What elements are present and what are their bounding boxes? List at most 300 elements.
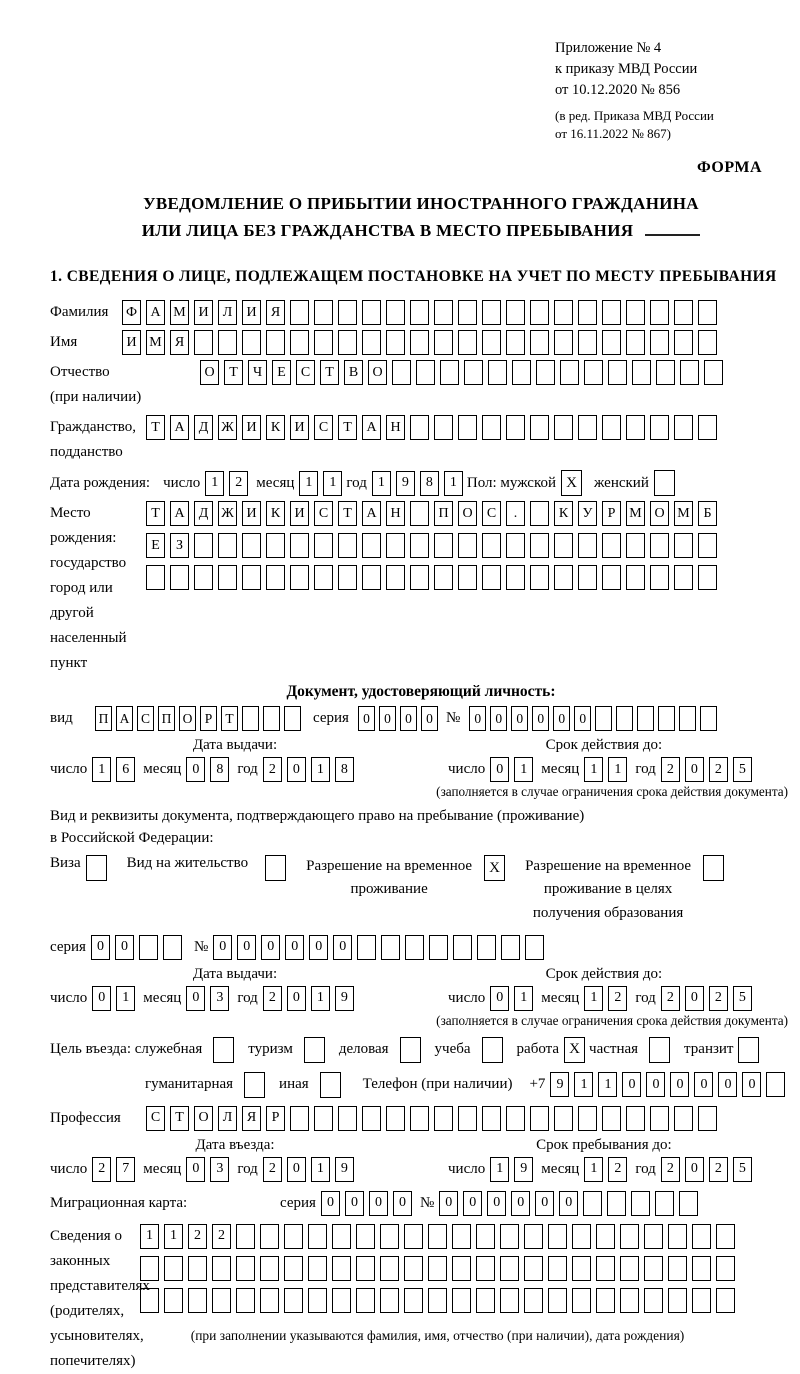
char-cell[interactable] — [583, 1191, 602, 1216]
char-cell[interactable]: К — [554, 501, 573, 526]
char-cell[interactable]: Т — [224, 360, 243, 385]
char-cell[interactable]: 1 — [140, 1224, 159, 1249]
char-cell[interactable]: 0 — [186, 757, 205, 782]
char-cell[interactable] — [674, 1106, 693, 1131]
char-cell[interactable] — [530, 300, 549, 325]
char-cell[interactable]: Д — [194, 501, 213, 526]
char-cell[interactable] — [602, 533, 621, 558]
char-cell[interactable] — [362, 1106, 381, 1131]
char-cell[interactable]: Р — [602, 501, 621, 526]
char-cell[interactable] — [338, 533, 357, 558]
char-cell[interactable] — [284, 1224, 303, 1249]
residence-permit-checkbox[interactable] — [265, 855, 286, 881]
char-cell[interactable] — [236, 1256, 255, 1281]
char-cell[interactable] — [338, 300, 357, 325]
char-cell[interactable] — [674, 533, 693, 558]
char-cell[interactable]: 1 — [323, 471, 342, 496]
visa-checkbox[interactable] — [86, 855, 107, 881]
char-cell[interactable]: Л — [218, 300, 237, 325]
char-cell[interactable] — [380, 1224, 399, 1249]
char-cell[interactable]: 2 — [263, 986, 282, 1011]
char-cell[interactable] — [554, 565, 573, 590]
char-cell[interactable] — [506, 300, 525, 325]
char-cell[interactable]: В — [344, 360, 363, 385]
char-cell[interactable] — [698, 565, 717, 590]
char-cell[interactable]: 1 — [490, 1157, 509, 1182]
char-cell[interactable] — [356, 1256, 375, 1281]
char-cell[interactable]: А — [116, 706, 133, 731]
char-cell[interactable] — [434, 415, 453, 440]
char-cell[interactable] — [554, 415, 573, 440]
char-cell[interactable] — [595, 706, 612, 731]
char-cell[interactable] — [626, 1106, 645, 1131]
char-cell[interactable]: 0 — [490, 706, 507, 731]
char-cell[interactable] — [766, 1072, 785, 1097]
char-cell[interactable]: 0 — [287, 757, 306, 782]
char-cell[interactable]: 0 — [400, 706, 417, 731]
char-cell[interactable] — [626, 300, 645, 325]
char-cell[interactable] — [212, 1288, 231, 1313]
char-cell[interactable]: 0 — [393, 1191, 412, 1216]
char-cell[interactable]: П — [158, 706, 175, 731]
char-cell[interactable] — [626, 330, 645, 355]
char-cell[interactable]: 5 — [733, 757, 752, 782]
char-cell[interactable]: 0 — [285, 935, 304, 960]
char-cell[interactable] — [338, 1106, 357, 1131]
char-cell[interactable] — [548, 1288, 567, 1313]
char-cell[interactable]: 2 — [263, 757, 282, 782]
char-cell[interactable] — [578, 300, 597, 325]
char-cell[interactable] — [530, 415, 549, 440]
char-cell[interactable]: Б — [698, 501, 717, 526]
char-cell[interactable]: 0 — [511, 706, 528, 731]
char-cell[interactable] — [362, 300, 381, 325]
char-cell[interactable] — [482, 533, 501, 558]
char-cell[interactable] — [146, 565, 165, 590]
char-cell[interactable] — [482, 330, 501, 355]
char-cell[interactable] — [410, 1106, 429, 1131]
char-cell[interactable]: 0 — [685, 1157, 704, 1182]
char-cell[interactable] — [650, 1106, 669, 1131]
char-cell[interactable]: А — [362, 415, 381, 440]
char-cell[interactable] — [488, 360, 507, 385]
char-cell[interactable] — [698, 1106, 717, 1131]
char-cell[interactable]: 0 — [115, 935, 134, 960]
char-cell[interactable] — [242, 706, 259, 731]
char-cell[interactable] — [428, 1256, 447, 1281]
char-cell[interactable] — [631, 1191, 650, 1216]
char-cell[interactable]: 1 — [584, 1157, 603, 1182]
char-cell[interactable] — [290, 565, 309, 590]
char-cell[interactable]: О — [368, 360, 387, 385]
char-cell[interactable]: 0 — [186, 986, 205, 1011]
char-cell[interactable]: 0 — [490, 986, 509, 1011]
char-cell[interactable] — [668, 1288, 687, 1313]
char-cell[interactable]: И — [290, 415, 309, 440]
other-checkbox[interactable] — [320, 1072, 341, 1098]
char-cell[interactable]: 0 — [685, 986, 704, 1011]
char-cell[interactable] — [332, 1288, 351, 1313]
char-cell[interactable]: 0 — [742, 1072, 761, 1097]
char-cell[interactable]: 9 — [396, 471, 415, 496]
char-cell[interactable] — [506, 533, 525, 558]
char-cell[interactable] — [452, 1224, 471, 1249]
char-cell[interactable]: С — [314, 501, 333, 526]
tourism-checkbox[interactable] — [304, 1037, 325, 1063]
char-cell[interactable]: 5 — [733, 986, 752, 1011]
char-cell[interactable] — [650, 330, 669, 355]
char-cell[interactable] — [410, 501, 429, 526]
char-cell[interactable] — [680, 360, 699, 385]
char-cell[interactable] — [266, 565, 285, 590]
char-cell[interactable] — [578, 533, 597, 558]
char-cell[interactable]: 1 — [584, 757, 603, 782]
char-cell[interactable] — [698, 533, 717, 558]
char-cell[interactable]: 0 — [646, 1072, 665, 1097]
char-cell[interactable] — [242, 565, 261, 590]
char-cell[interactable] — [458, 300, 477, 325]
char-cell[interactable]: 2 — [608, 986, 627, 1011]
char-cell[interactable] — [434, 300, 453, 325]
char-cell[interactable]: Т — [320, 360, 339, 385]
char-cell[interactable] — [453, 935, 472, 960]
char-cell[interactable]: Я — [242, 1106, 261, 1131]
char-cell[interactable] — [476, 1288, 495, 1313]
char-cell[interactable]: Ч — [248, 360, 267, 385]
char-cell[interactable] — [482, 415, 501, 440]
char-cell[interactable]: 0 — [213, 935, 232, 960]
private-checkbox[interactable] — [649, 1037, 670, 1063]
char-cell[interactable] — [560, 360, 579, 385]
char-cell[interactable] — [655, 1191, 674, 1216]
char-cell[interactable] — [716, 1288, 735, 1313]
char-cell[interactable] — [188, 1256, 207, 1281]
char-cell[interactable]: О — [179, 706, 196, 731]
char-cell[interactable] — [410, 300, 429, 325]
char-cell[interactable] — [218, 533, 237, 558]
char-cell[interactable]: Т — [170, 1106, 189, 1131]
purpose-official-checkbox[interactable] — [213, 1037, 234, 1063]
char-cell[interactable]: 1 — [598, 1072, 617, 1097]
char-cell[interactable] — [482, 300, 501, 325]
char-cell[interactable] — [440, 360, 459, 385]
char-cell[interactable] — [260, 1224, 279, 1249]
char-cell[interactable] — [362, 533, 381, 558]
char-cell[interactable]: 0 — [369, 1191, 388, 1216]
char-cell[interactable]: А — [362, 501, 381, 526]
char-cell[interactable]: 1 — [164, 1224, 183, 1249]
char-cell[interactable] — [452, 1288, 471, 1313]
char-cell[interactable]: И — [290, 501, 309, 526]
char-cell[interactable] — [698, 330, 717, 355]
char-cell[interactable] — [524, 1224, 543, 1249]
char-cell[interactable] — [530, 501, 549, 526]
char-cell[interactable] — [607, 1191, 626, 1216]
char-cell[interactable] — [314, 533, 333, 558]
char-cell[interactable] — [308, 1288, 327, 1313]
char-cell[interactable]: 8 — [420, 471, 439, 496]
char-cell[interactable] — [263, 706, 280, 731]
char-cell[interactable]: 9 — [335, 986, 354, 1011]
char-cell[interactable]: У — [578, 501, 597, 526]
char-cell[interactable] — [477, 935, 496, 960]
char-cell[interactable] — [266, 533, 285, 558]
char-cell[interactable] — [500, 1224, 519, 1249]
char-cell[interactable] — [620, 1256, 639, 1281]
char-cell[interactable] — [698, 300, 717, 325]
char-cell[interactable] — [674, 330, 693, 355]
char-cell[interactable]: И — [122, 330, 141, 355]
char-cell[interactable] — [332, 1256, 351, 1281]
char-cell[interactable]: Е — [272, 360, 291, 385]
char-cell[interactable]: 0 — [358, 706, 375, 731]
char-cell[interactable] — [650, 533, 669, 558]
char-cell[interactable] — [139, 935, 158, 960]
char-cell[interactable]: Д — [194, 415, 213, 440]
char-cell[interactable] — [434, 533, 453, 558]
char-cell[interactable] — [572, 1256, 591, 1281]
char-cell[interactable]: 7 — [116, 1157, 135, 1182]
char-cell[interactable] — [530, 1106, 549, 1131]
char-cell[interactable] — [658, 706, 675, 731]
char-cell[interactable] — [700, 706, 717, 731]
char-cell[interactable] — [554, 533, 573, 558]
char-cell[interactable]: 1 — [514, 757, 533, 782]
char-cell[interactable]: Я — [266, 300, 285, 325]
char-cell[interactable] — [482, 1106, 501, 1131]
char-cell[interactable] — [692, 1288, 711, 1313]
char-cell[interactable] — [308, 1224, 327, 1249]
char-cell[interactable] — [404, 1256, 423, 1281]
char-cell[interactable] — [632, 360, 651, 385]
char-cell[interactable] — [679, 706, 696, 731]
char-cell[interactable] — [410, 565, 429, 590]
char-cell[interactable] — [464, 360, 483, 385]
char-cell[interactable] — [674, 415, 693, 440]
char-cell[interactable]: 0 — [421, 706, 438, 731]
char-cell[interactable] — [458, 1106, 477, 1131]
char-cell[interactable]: 0 — [287, 1157, 306, 1182]
char-cell[interactable] — [596, 1224, 615, 1249]
char-cell[interactable]: 0 — [261, 935, 280, 960]
char-cell[interactable]: 0 — [345, 1191, 364, 1216]
char-cell[interactable] — [674, 565, 693, 590]
char-cell[interactable]: К — [266, 501, 285, 526]
char-cell[interactable]: 1 — [311, 986, 330, 1011]
char-cell[interactable] — [362, 565, 381, 590]
char-cell[interactable] — [626, 533, 645, 558]
char-cell[interactable]: 1 — [205, 471, 224, 496]
char-cell[interactable] — [554, 330, 573, 355]
char-cell[interactable]: 2 — [709, 757, 728, 782]
char-cell[interactable] — [290, 330, 309, 355]
char-cell[interactable]: Т — [221, 706, 238, 731]
char-cell[interactable]: И — [242, 501, 261, 526]
char-cell[interactable]: П — [95, 706, 112, 731]
char-cell[interactable]: 2 — [709, 986, 728, 1011]
char-cell[interactable] — [578, 330, 597, 355]
char-cell[interactable] — [572, 1224, 591, 1249]
char-cell[interactable]: Н — [386, 501, 405, 526]
char-cell[interactable] — [512, 360, 531, 385]
char-cell[interactable] — [716, 1224, 735, 1249]
char-cell[interactable] — [452, 1256, 471, 1281]
char-cell[interactable] — [616, 706, 633, 731]
char-cell[interactable] — [656, 360, 675, 385]
char-cell[interactable] — [530, 330, 549, 355]
char-cell[interactable]: 2 — [188, 1224, 207, 1249]
humanitarian-checkbox[interactable] — [244, 1072, 265, 1098]
char-cell[interactable]: Т — [338, 415, 357, 440]
char-cell[interactable]: М — [674, 501, 693, 526]
char-cell[interactable] — [308, 1256, 327, 1281]
char-cell[interactable]: М — [146, 330, 165, 355]
char-cell[interactable] — [314, 1106, 333, 1131]
char-cell[interactable]: 0 — [559, 1191, 578, 1216]
char-cell[interactable] — [380, 1288, 399, 1313]
char-cell[interactable]: 2 — [608, 1157, 627, 1182]
char-cell[interactable]: 0 — [490, 757, 509, 782]
business-checkbox[interactable] — [400, 1037, 421, 1063]
char-cell[interactable]: С — [137, 706, 154, 731]
char-cell[interactable]: О — [650, 501, 669, 526]
char-cell[interactable]: И — [242, 415, 261, 440]
char-cell[interactable]: 1 — [311, 1157, 330, 1182]
char-cell[interactable] — [170, 565, 189, 590]
char-cell[interactable]: Р — [266, 1106, 285, 1131]
char-cell[interactable]: 0 — [287, 986, 306, 1011]
char-cell[interactable] — [506, 415, 525, 440]
char-cell[interactable]: С — [482, 501, 501, 526]
char-cell[interactable]: 0 — [469, 706, 486, 731]
char-cell[interactable] — [357, 935, 376, 960]
char-cell[interactable] — [362, 330, 381, 355]
char-cell[interactable]: 1 — [514, 986, 533, 1011]
char-cell[interactable] — [458, 565, 477, 590]
char-cell[interactable]: 2 — [661, 1157, 680, 1182]
char-cell[interactable]: 9 — [514, 1157, 533, 1182]
char-cell[interactable] — [602, 415, 621, 440]
char-cell[interactable] — [164, 1288, 183, 1313]
char-cell[interactable] — [548, 1256, 567, 1281]
char-cell[interactable] — [578, 1106, 597, 1131]
char-cell[interactable] — [386, 300, 405, 325]
char-cell[interactable] — [626, 565, 645, 590]
transit-checkbox[interactable] — [738, 1037, 759, 1063]
char-cell[interactable]: 1 — [372, 471, 391, 496]
char-cell[interactable] — [356, 1224, 375, 1249]
char-cell[interactable] — [584, 360, 603, 385]
char-cell[interactable] — [338, 565, 357, 590]
char-cell[interactable] — [506, 330, 525, 355]
char-cell[interactable]: 3 — [210, 1157, 229, 1182]
char-cell[interactable] — [404, 1224, 423, 1249]
char-cell[interactable]: 8 — [335, 757, 354, 782]
char-cell[interactable]: 2 — [709, 1157, 728, 1182]
char-cell[interactable]: 6 — [116, 757, 135, 782]
char-cell[interactable] — [650, 565, 669, 590]
char-cell[interactable]: 0 — [670, 1072, 689, 1097]
study-checkbox[interactable] — [482, 1037, 503, 1063]
char-cell[interactable] — [674, 300, 693, 325]
char-cell[interactable]: 9 — [550, 1072, 569, 1097]
char-cell[interactable] — [140, 1288, 159, 1313]
char-cell[interactable] — [218, 330, 237, 355]
char-cell[interactable]: А — [170, 501, 189, 526]
char-cell[interactable] — [692, 1224, 711, 1249]
char-cell[interactable]: 0 — [553, 706, 570, 731]
char-cell[interactable]: 2 — [661, 986, 680, 1011]
char-cell[interactable]: К — [266, 415, 285, 440]
char-cell[interactable] — [602, 300, 621, 325]
char-cell[interactable]: 2 — [229, 471, 248, 496]
char-cell[interactable] — [626, 415, 645, 440]
char-cell[interactable]: 0 — [535, 1191, 554, 1216]
char-cell[interactable] — [620, 1224, 639, 1249]
char-cell[interactable] — [692, 1256, 711, 1281]
char-cell[interactable]: С — [296, 360, 315, 385]
char-cell[interactable] — [242, 330, 261, 355]
char-cell[interactable]: 5 — [733, 1157, 752, 1182]
char-cell[interactable] — [314, 330, 333, 355]
char-cell[interactable]: С — [314, 415, 333, 440]
char-cell[interactable]: Ж — [218, 415, 237, 440]
char-cell[interactable]: 0 — [622, 1072, 641, 1097]
sex-male-checkbox[interactable]: X — [561, 470, 582, 496]
char-cell[interactable]: 2 — [92, 1157, 111, 1182]
char-cell[interactable]: 9 — [335, 1157, 354, 1182]
char-cell[interactable]: 0 — [718, 1072, 737, 1097]
char-cell[interactable]: П — [434, 501, 453, 526]
char-cell[interactable] — [650, 300, 669, 325]
char-cell[interactable]: Ж — [218, 501, 237, 526]
char-cell[interactable] — [506, 565, 525, 590]
char-cell[interactable]: 2 — [661, 757, 680, 782]
char-cell[interactable]: 2 — [212, 1224, 231, 1249]
char-cell[interactable] — [482, 565, 501, 590]
char-cell[interactable]: 1 — [311, 757, 330, 782]
char-cell[interactable] — [536, 360, 555, 385]
char-cell[interactable]: 2 — [263, 1157, 282, 1182]
char-cell[interactable] — [602, 330, 621, 355]
char-cell[interactable] — [290, 1106, 309, 1131]
char-cell[interactable] — [218, 565, 237, 590]
char-cell[interactable]: 0 — [379, 706, 396, 731]
char-cell[interactable]: 0 — [532, 706, 549, 731]
char-cell[interactable] — [140, 1256, 159, 1281]
char-cell[interactable] — [386, 330, 405, 355]
char-cell[interactable] — [650, 415, 669, 440]
char-cell[interactable] — [266, 330, 285, 355]
char-cell[interactable]: З — [170, 533, 189, 558]
char-cell[interactable] — [314, 300, 333, 325]
char-cell[interactable] — [332, 1224, 351, 1249]
char-cell[interactable] — [524, 1256, 543, 1281]
char-cell[interactable] — [434, 565, 453, 590]
char-cell[interactable] — [212, 1256, 231, 1281]
sex-female-checkbox[interactable] — [654, 470, 675, 496]
temp-residence-edu-checkbox[interactable] — [703, 855, 724, 881]
char-cell[interactable]: И — [194, 300, 213, 325]
char-cell[interactable] — [236, 1288, 255, 1313]
char-cell[interactable] — [410, 533, 429, 558]
char-cell[interactable]: 0 — [92, 986, 111, 1011]
char-cell[interactable]: 0 — [309, 935, 328, 960]
char-cell[interactable]: 0 — [511, 1191, 530, 1216]
char-cell[interactable] — [434, 330, 453, 355]
char-cell[interactable] — [578, 415, 597, 440]
char-cell[interactable] — [668, 1224, 687, 1249]
